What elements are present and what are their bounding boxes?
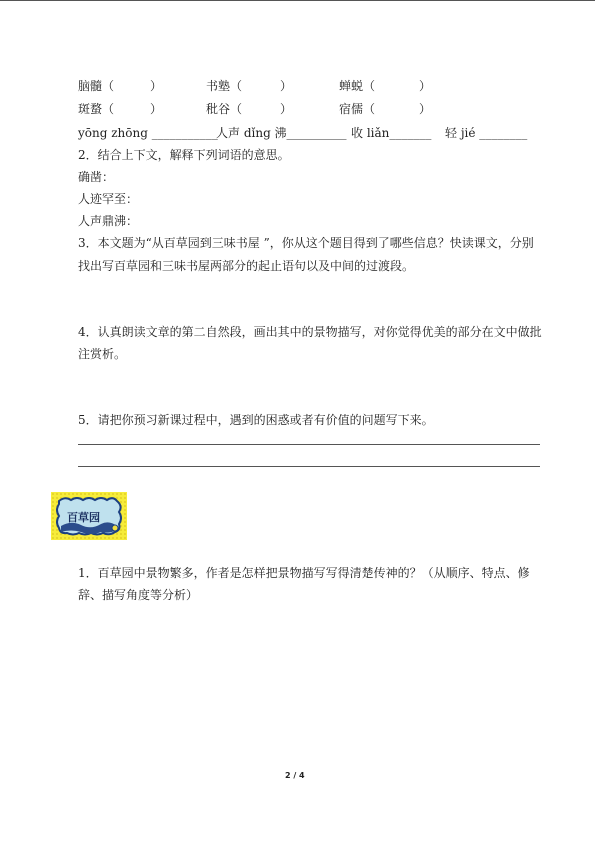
vocab-word: 脑髓（ [78, 79, 115, 93]
question-4-line2: 注赏析。 [78, 347, 127, 361]
page-number: 2 / 4 [285, 771, 305, 780]
section-question-1-line2: 辞、描写角度等分析） [78, 588, 199, 602]
pinyin-blank: 轻 jié ________ [445, 126, 528, 140]
term-1: 确凿： [78, 170, 115, 184]
header-rule [0, 0, 595, 1]
question-4-line1: 4．认真朗读文章的第二自然段，画出其中的景物描写，对你觉得优美的部分在文中做批 [78, 325, 542, 339]
vocab-word: 秕谷（ [206, 102, 243, 116]
term-3: 人声鼎沸： [78, 214, 139, 228]
question-3-line1: 3．本文题为“从百草园到三味书屋 ”，你从这个题目得到了哪些信息？快读课文，分别 [78, 236, 534, 250]
term-2: 人迹罕至： [78, 192, 139, 206]
question-5: 5．请把你预习新课过程中，遇到的困惑或者有价值的问题写下来。 [78, 413, 434, 427]
pinyin-blank: 人声 dǐng 沸__________ [216, 126, 347, 140]
vocab-word: 斑蝥（ [78, 102, 115, 116]
vocab-close: ） [150, 102, 163, 116]
vocab-close: ） [150, 79, 163, 93]
section-question-1-line1: 1．百草园中景物繁多，作者是怎样把景物描写写得清楚传神的？（从顺序、特点、修 [78, 566, 530, 580]
question-3-line2: 找出写百草园和三味书屋两部分的起止语句以及中间的过渡段。 [78, 259, 415, 273]
vocab-word: 蝉蜕（ [339, 79, 376, 93]
vocab-close: ） [280, 102, 293, 116]
question-2: 2．结合上下文，解释下列词语的意思。 [78, 148, 290, 162]
vocab-close: ） [419, 102, 432, 116]
pinyin-blank: yōng zhōng ___________ [78, 126, 218, 140]
vocab-word: 书塾（ [206, 79, 243, 93]
pinyin-blank: 收 liǎn_______ [351, 126, 432, 140]
answer-line[interactable] [78, 466, 540, 467]
vocab-close: ） [419, 79, 432, 93]
section-badge [51, 492, 127, 540]
vocab-word: 宿儒（ [339, 102, 376, 116]
badge-label: 百草园 [67, 511, 100, 524]
answer-line[interactable] [78, 444, 540, 445]
vocab-close: ） [280, 79, 293, 93]
